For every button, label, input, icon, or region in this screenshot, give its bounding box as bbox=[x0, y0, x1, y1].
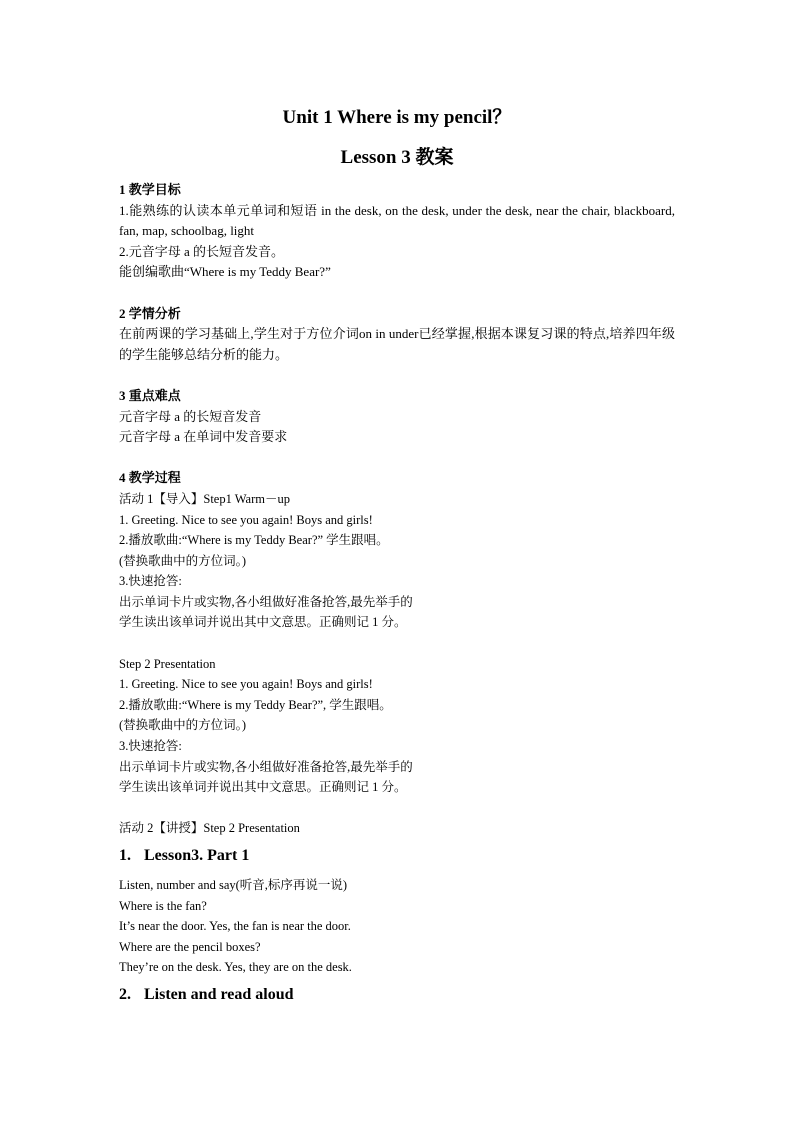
section-3-heading: 3 重点难点 bbox=[119, 387, 181, 403]
step-2-line: 学生读出该单词并说出其中文意思。正确则记 1 分。 bbox=[119, 780, 407, 795]
section-3-line-1: 元音字母 a 的长短音发音 bbox=[119, 408, 262, 424]
spacer bbox=[119, 283, 675, 304]
activity-2-label: 活动 2【讲授】Step 2 Presentation bbox=[119, 821, 300, 836]
step-2-line: 2.播放歌曲:“Where is my Teddy Bear?”, 学生跟唱。 bbox=[119, 697, 392, 712]
part-2-heading bbox=[119, 984, 675, 1006]
activity-1-line: 3.快速抢答: bbox=[119, 574, 182, 589]
section-1-line-3: 能创编歌曲“Where is my Teddy Bear?” bbox=[119, 264, 331, 280]
activity-1-label: 活动 1【导入】Step1 Warm－up bbox=[119, 491, 290, 506]
step-2-label: Step 2 Presentation bbox=[119, 656, 216, 671]
part-1-title: Lesson3. Part 1 bbox=[144, 847, 250, 864]
part-1-heading bbox=[119, 845, 675, 867]
part-2-number: 2. bbox=[119, 985, 131, 1003]
document-body bbox=[119, 180, 675, 1014]
part-1-line: They’re on the desk. Yes, they are on the desk. bbox=[119, 960, 352, 975]
activity-1-line: 学生读出该单词并说出其中文意思。正确则记 1 分。 bbox=[119, 615, 407, 630]
section-4-heading: 4 教学过程 bbox=[119, 470, 181, 486]
part-1-number: 1. bbox=[119, 847, 131, 864]
part-1-line: Listen, number and say(听音,标序再说一说) bbox=[119, 878, 348, 892]
spacer bbox=[119, 448, 675, 469]
part-1-line: Where are the pencil boxes? bbox=[119, 939, 261, 954]
activity-1-line: 1. Greeting. Nice to see you again! Boys and girls! bbox=[119, 512, 373, 527]
step-2-line: 出示单词卡片或实物,各小组做好准备抢答,最先举手的 bbox=[119, 759, 413, 774]
section-1-line-1: 1.能熟练的认读本单元单词和短语 in the desk, on the desk, under the desk, near the chair, blackboard, fan, map, schoolbag, light bbox=[119, 202, 675, 239]
spacer bbox=[119, 633, 675, 654]
document-subtitle: Lesson 3 教案 bbox=[340, 147, 454, 168]
section-2-heading: 2 学情分析 bbox=[119, 305, 181, 321]
step-2-line: (替换歌曲中的方位词。) bbox=[119, 718, 247, 733]
step-2-line: 3.快速抢答: bbox=[119, 739, 182, 754]
activity-1-line: (替换歌曲中的方位词。) bbox=[119, 553, 247, 568]
activity-1-line: 2.播放歌曲:“Where is my Teddy Bear?” 学生跟唱。 bbox=[119, 533, 389, 548]
activity-1-line: 出示单词卡片或实物,各小组做好准备抢答,最先举手的 bbox=[119, 594, 413, 609]
spacer bbox=[119, 365, 675, 386]
section-1-heading: 1 教学目标 bbox=[119, 182, 181, 197]
part-2-title: Listen and read aloud bbox=[144, 985, 294, 1003]
document-title: Unit 1 Where is my pencil？ bbox=[282, 107, 512, 128]
part-1-line: It’s near the door. Yes, the fan is near the door. bbox=[119, 919, 351, 934]
part-1-line: Where is the fan? bbox=[119, 898, 207, 913]
section-1-line-2: 2.元音字母 a 的长短音发音。 bbox=[119, 243, 285, 259]
step-2-line: 1. Greeting. Nice to see you again! Boys and girls! bbox=[119, 677, 373, 692]
section-2-text: 在前两课的学习基础上,学生对于方位介词on in under已经掌握,根据本课复习课的特点,培养四年级的学生能够总结分析的能力。 bbox=[119, 326, 675, 362]
section-3-line-2: 元音字母 a 在单词中发音要求 bbox=[119, 429, 288, 445]
spacer bbox=[119, 798, 675, 819]
